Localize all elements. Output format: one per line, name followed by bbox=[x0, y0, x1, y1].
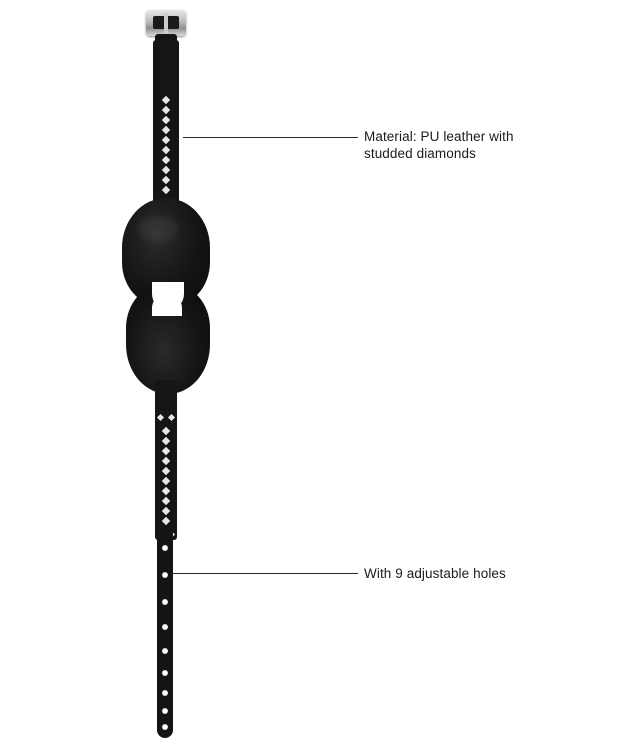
lower-stud-column bbox=[157, 408, 175, 544]
stud-icon bbox=[162, 477, 170, 485]
stud-icon bbox=[162, 106, 170, 114]
callout-material-line2: studded diamonds bbox=[364, 146, 476, 161]
adjustable-hole bbox=[162, 648, 168, 654]
adjustable-hole bbox=[162, 624, 168, 630]
pad-highlight bbox=[138, 216, 178, 242]
stud-icon bbox=[162, 467, 170, 475]
stud-icon bbox=[162, 176, 170, 184]
adjustable-hole bbox=[162, 572, 168, 578]
stud-icon bbox=[168, 414, 175, 421]
adjustable-hole bbox=[162, 599, 168, 605]
stud-icon bbox=[162, 186, 170, 194]
callout-text-material bbox=[364, 128, 584, 162]
stud-icon bbox=[162, 457, 170, 465]
stud-row bbox=[157, 411, 175, 424]
adjustable-hole bbox=[162, 708, 168, 714]
stud-icon bbox=[162, 156, 170, 164]
stud-icon bbox=[162, 437, 170, 445]
adjustable-hole bbox=[162, 724, 168, 730]
callout-text-holes bbox=[364, 565, 594, 582]
stud-icon bbox=[162, 96, 170, 104]
stud-icon bbox=[162, 146, 170, 154]
stud-icon bbox=[162, 166, 170, 174]
stud-icon bbox=[162, 427, 170, 435]
blindfold-pad bbox=[122, 198, 210, 394]
callout-holes-line1: With 9 adjustable holes bbox=[364, 566, 506, 581]
upper-stud-column bbox=[161, 93, 171, 197]
adjustable-hole bbox=[162, 670, 168, 676]
adjustable-hole bbox=[162, 690, 168, 696]
stud-icon bbox=[162, 447, 170, 455]
callout-leader-line-material bbox=[183, 137, 358, 138]
stud-icon bbox=[162, 487, 170, 495]
stud-icon bbox=[157, 414, 164, 421]
callout-leader-line-holes bbox=[173, 573, 358, 574]
adjustable-hole bbox=[162, 545, 168, 551]
pad-notch-lower bbox=[152, 294, 182, 316]
stud-icon bbox=[162, 517, 170, 525]
callout-material-line1: Material: PU leather with bbox=[364, 129, 514, 144]
stud-icon bbox=[162, 116, 170, 124]
stud-icon bbox=[162, 126, 170, 134]
buckle-prong bbox=[164, 13, 168, 35]
stud-icon bbox=[162, 507, 170, 515]
stud-icon bbox=[162, 497, 170, 505]
stud-icon bbox=[162, 136, 170, 144]
